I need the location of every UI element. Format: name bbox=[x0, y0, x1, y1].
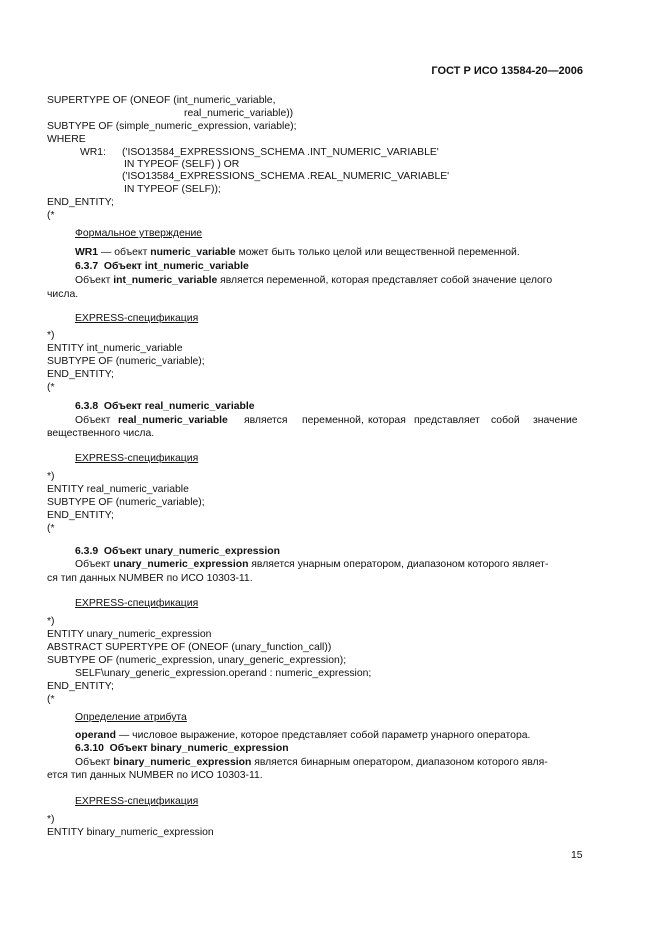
code-line: ('ISO13584_EXPRESSIONS_SCHEMA .REAL_NUMERIC_VARIABLE' bbox=[122, 171, 450, 182]
code-line: *) bbox=[47, 814, 55, 825]
paragraph: WR1 — объект numeric_variable может быть только целой или вещественной переменной. bbox=[75, 247, 520, 258]
subheading-formal-statement: Формальное утверждение bbox=[75, 228, 203, 239]
subheading-express-spec: EXPRESS-спецификация bbox=[75, 796, 199, 807]
subheading-attribute-definition: Определение атрибута bbox=[75, 712, 187, 723]
code-line: (* bbox=[47, 694, 55, 705]
section-heading-6-3-9: 6.3.9 Объект unary_numeric_expression bbox=[75, 546, 280, 557]
subheading-express-spec: EXPRESS-спецификация bbox=[75, 453, 199, 464]
code-line: ENTITY real_numeric_variable bbox=[47, 484, 189, 495]
code-line: WR1: bbox=[80, 147, 106, 158]
code-line: SUBTYPE OF (numeric_variable); bbox=[47, 497, 205, 508]
code-line: END_ENTITY; bbox=[47, 197, 114, 208]
code-line: END_ENTITY; bbox=[47, 681, 114, 692]
paragraph-continuation: числа. bbox=[47, 289, 79, 300]
section-heading-6-3-8: 6.3.8 Объект real_numeric_variable bbox=[75, 401, 255, 412]
code-line: *) bbox=[47, 471, 55, 482]
code-line: ENTITY int_numeric_variable bbox=[47, 343, 183, 354]
code-line: SELF\unary_generic_expression.operand : numeric_expression; bbox=[75, 668, 372, 679]
paragraph-continuation: ся тип данных NUMBER по ИСО 10303-11. bbox=[47, 573, 253, 584]
code-line: (* bbox=[47, 210, 55, 221]
page-number: 15 bbox=[571, 850, 583, 861]
subheading-express-spec: EXPRESS-спецификация bbox=[75, 313, 199, 324]
code-line: *) bbox=[47, 330, 55, 341]
paragraph-continuation: ется тип данных NUMBER по ИСО 10303-11. bbox=[47, 770, 263, 781]
code-line: SUBTYPE OF (simple_numeric_expression, variable); bbox=[47, 121, 297, 132]
code-line: IN TYPEOF (SELF) ) OR bbox=[124, 159, 240, 170]
code-line: WHERE bbox=[47, 134, 86, 145]
code-line: (* bbox=[47, 382, 55, 393]
paragraph: Объект binary_numeric_expression является бинарным оператором, диапазоном которого явля- bbox=[75, 757, 548, 768]
code-line: END_ENTITY; bbox=[47, 510, 114, 521]
code-line: ENTITY unary_numeric_expression bbox=[47, 629, 212, 640]
code-line: SUBTYPE OF (numeric_variable); bbox=[47, 356, 205, 367]
code-line: *) bbox=[47, 616, 55, 627]
paragraph-continuation: вещественного числа. bbox=[47, 428, 155, 439]
code-line: IN TYPEOF (SELF)); bbox=[124, 184, 221, 195]
section-heading-6-3-10: 6.3.10 Объект binary_numeric_expression bbox=[75, 743, 289, 754]
code-line: ABSTRACT SUPERTYPE OF (ONEOF (unary_function_call)) bbox=[47, 642, 332, 653]
code-line: END_ENTITY; bbox=[47, 369, 114, 380]
code-line: SUBTYPE OF (numeric_expression, unary_generic_expression); bbox=[47, 655, 347, 666]
document-code: ГОСТ Р ИСО 13584-20—2006 bbox=[431, 65, 583, 77]
subheading-express-spec: EXPRESS-спецификация bbox=[75, 598, 199, 609]
section-heading-6-3-7: 6.3.7 Объект int_numeric_variable bbox=[75, 261, 249, 272]
code-line: real_numeric_variable)) bbox=[184, 108, 294, 119]
paragraph: Объект int_numeric_variable является переменной, которая представляет собой значение целого bbox=[75, 275, 553, 286]
code-line: ENTITY binary_numeric_expression bbox=[47, 827, 214, 838]
paragraph: operand — числовое выражение, которое представляет собой параметр унарного оператора. bbox=[75, 730, 531, 741]
paragraph: Объект unary_numeric_expression является унарным оператором, диапазоном которого являет- bbox=[75, 559, 549, 570]
code-line: SUPERTYPE OF (ONEOF (int_numeric_variable, bbox=[47, 95, 276, 106]
code-line: (* bbox=[47, 523, 55, 534]
code-line: ('ISO13584_EXPRESSIONS_SCHEMA .INT_NUMERIC_VARIABLE' bbox=[122, 147, 439, 158]
